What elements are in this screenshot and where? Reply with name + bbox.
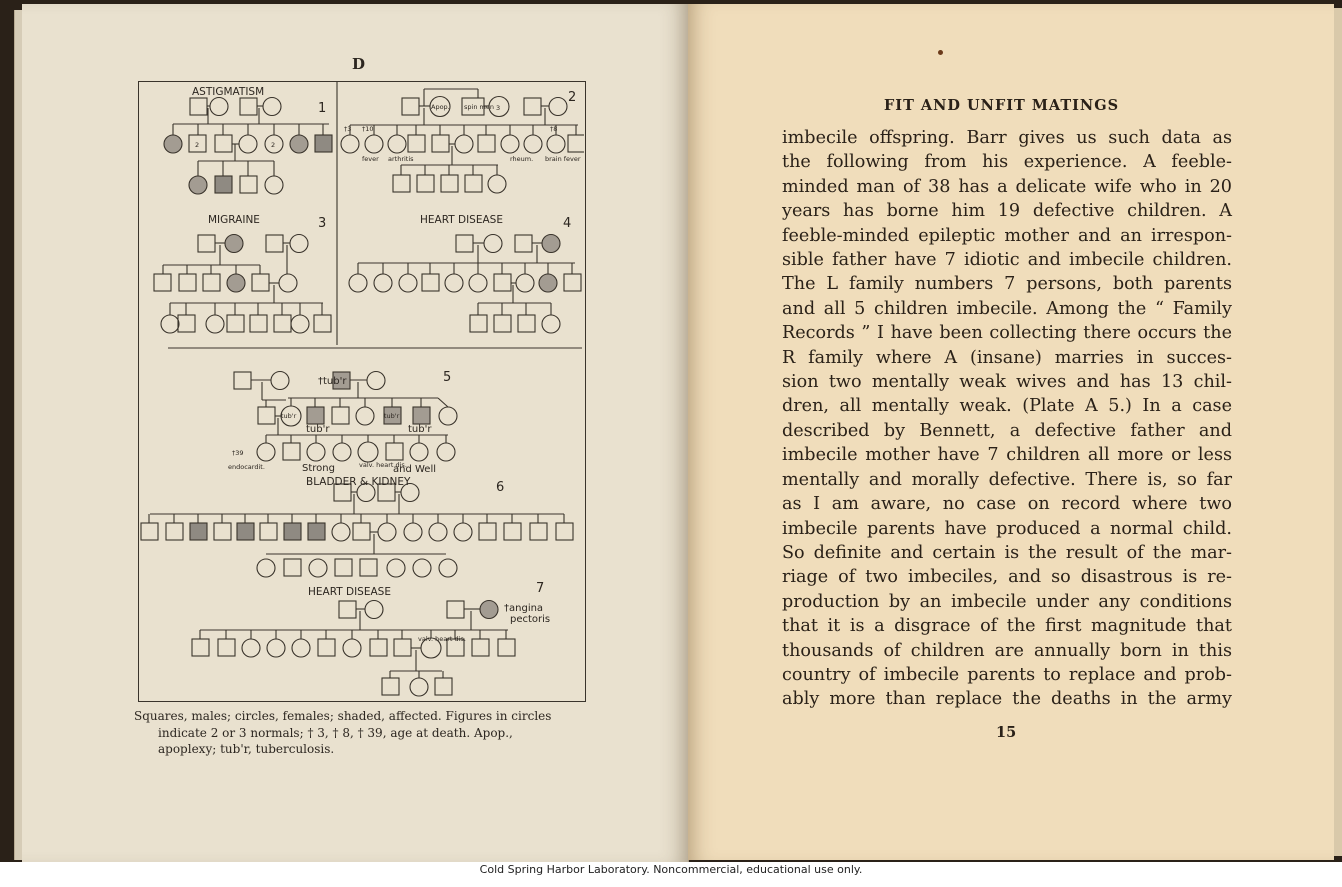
- text-line: imbecile parents have produced a normal child.: [782, 518, 1232, 539]
- text-line: ably more than replace the deaths in the army: [782, 689, 1232, 710]
- figure-caption: [134, 708, 604, 758]
- annot-arthritis: arthritis: [388, 155, 414, 163]
- page-number: 15: [996, 724, 1017, 741]
- annot-fever: fever: [362, 155, 379, 163]
- text-line: sible father have 7 idiotic and imbecile children.: [782, 250, 1232, 271]
- text-line: years has borne him 19 defective children. A: [782, 201, 1232, 222]
- panel-1-number: 1: [318, 101, 327, 116]
- caption-line-1: Squares, males; circles, females; shaded, affected. Figures in circles: [134, 709, 552, 723]
- annot-brain-fever: brain fever: [545, 155, 581, 163]
- text-line: as I am aware, no case on record where two: [782, 494, 1232, 515]
- copyright-footer: Cold Spring Harbor Laboratory. Noncommercial, educational use only.: [479, 863, 863, 876]
- annot-endocardit: endocardit.: [228, 463, 265, 471]
- annot-tubr-2: tub'r: [306, 424, 330, 435]
- text-line: production by an imbecile under any conditions: [782, 591, 1232, 612]
- text-line: So definite and certain is the result of the mar-: [782, 542, 1232, 563]
- annot-tubr-4: tub'r: [408, 424, 432, 435]
- panel-7-title: HEART DISEASE: [308, 586, 391, 598]
- annot-two-1: 2: [195, 141, 200, 149]
- annot-three: 3: [496, 104, 501, 112]
- text-line: country of imbecile parents to replace and prob-: [782, 664, 1232, 685]
- annot-tubr-1: tub'r: [281, 412, 297, 420]
- annot-t-tubr: †tub'r: [318, 376, 347, 387]
- text-line: described by Bennett, a defective father and: [782, 420, 1232, 441]
- annot-apop: Apop.: [431, 103, 450, 111]
- panel-6-number: 6: [496, 480, 505, 495]
- annot-valv-heart-dis-7: valv. heart dis.: [418, 635, 466, 643]
- text-line: dren, all mentally weak. (Plate A 5.) In a case: [782, 396, 1232, 417]
- annot-rheum: rheum.: [510, 155, 534, 163]
- panel-5-number: 5: [443, 370, 452, 385]
- text-line: that it is a disgrace of the first magnitude that: [782, 616, 1232, 637]
- annot-t3: †3: [344, 125, 352, 133]
- plate-letter: D: [352, 55, 366, 73]
- annot-tubr-3: tub'r: [384, 412, 400, 420]
- annot-t8: †8: [550, 125, 558, 133]
- panel-3-number: 3: [318, 216, 327, 231]
- annot-t39: †39: [232, 449, 244, 457]
- panel-1-title: ASTIGMATISM: [192, 86, 265, 98]
- panel-4-number: 4: [563, 216, 572, 231]
- text-line: Records ” I have been collecting there occurs the: [782, 323, 1232, 344]
- annot-and-well: and Well: [393, 464, 437, 475]
- text-line: sion two mentally weak wives and has 13 chil-: [782, 372, 1232, 393]
- annot-pectoris: pectoris: [510, 614, 551, 625]
- panel-6-title: BLADDER & KIDNEY: [306, 476, 411, 488]
- caption-line-3: apoplexy; tub'r, tuberculosis.: [158, 742, 335, 756]
- panel-2-number: 2: [568, 90, 577, 105]
- text-line: imbecile offspring. Barr gives us such data as: [782, 128, 1232, 148]
- ink-spot: [938, 50, 943, 55]
- text-line: and all 5 children imbecile. Among the “ Family: [782, 298, 1232, 319]
- text-line: imbecile mother have 7 children all more or less: [782, 445, 1232, 466]
- text-line: mentally and morally defective. There is, so far: [782, 469, 1232, 490]
- text-line: the following from his experience. A feeble-: [782, 152, 1232, 173]
- panel-7-number: 7: [536, 581, 545, 596]
- body-text: [782, 126, 1232, 712]
- right-page-edge: [1334, 8, 1342, 856]
- caption-line-2: indicate 2 or 3 normals; † 3, † 8, † 39, age at death. Apop.,: [158, 725, 513, 740]
- text-line: thousands of children are annually born in this: [782, 640, 1232, 661]
- text-line: minded man of 38 has a delicate wife who in 20: [782, 176, 1232, 197]
- text-line: The L family numbers 7 persons, both parents: [782, 274, 1232, 295]
- text-line: feeble-minded epileptic mother and an irrespon-: [782, 225, 1232, 246]
- annot-two-2: 2: [271, 141, 276, 149]
- panel-4-title: HEART DISEASE: [420, 214, 503, 226]
- text-line: riage of two imbeciles, and so disastrous is re-: [782, 567, 1232, 588]
- annot-t10: †10: [362, 125, 374, 133]
- panel-3-title: MIGRAINE: [208, 214, 260, 226]
- annot-valv-heart-dis: valv. heart dis.: [359, 461, 407, 469]
- pedigree-charts: [138, 81, 584, 700]
- text-line: R family where A (insane) marries in succes-: [782, 347, 1232, 368]
- running-head: FIT AND UNFIT MATINGS: [884, 97, 1120, 114]
- annot-angina: †angina: [504, 603, 544, 614]
- annot-strong: Strong: [302, 463, 335, 474]
- annot-spin-men: spin men: [464, 103, 494, 111]
